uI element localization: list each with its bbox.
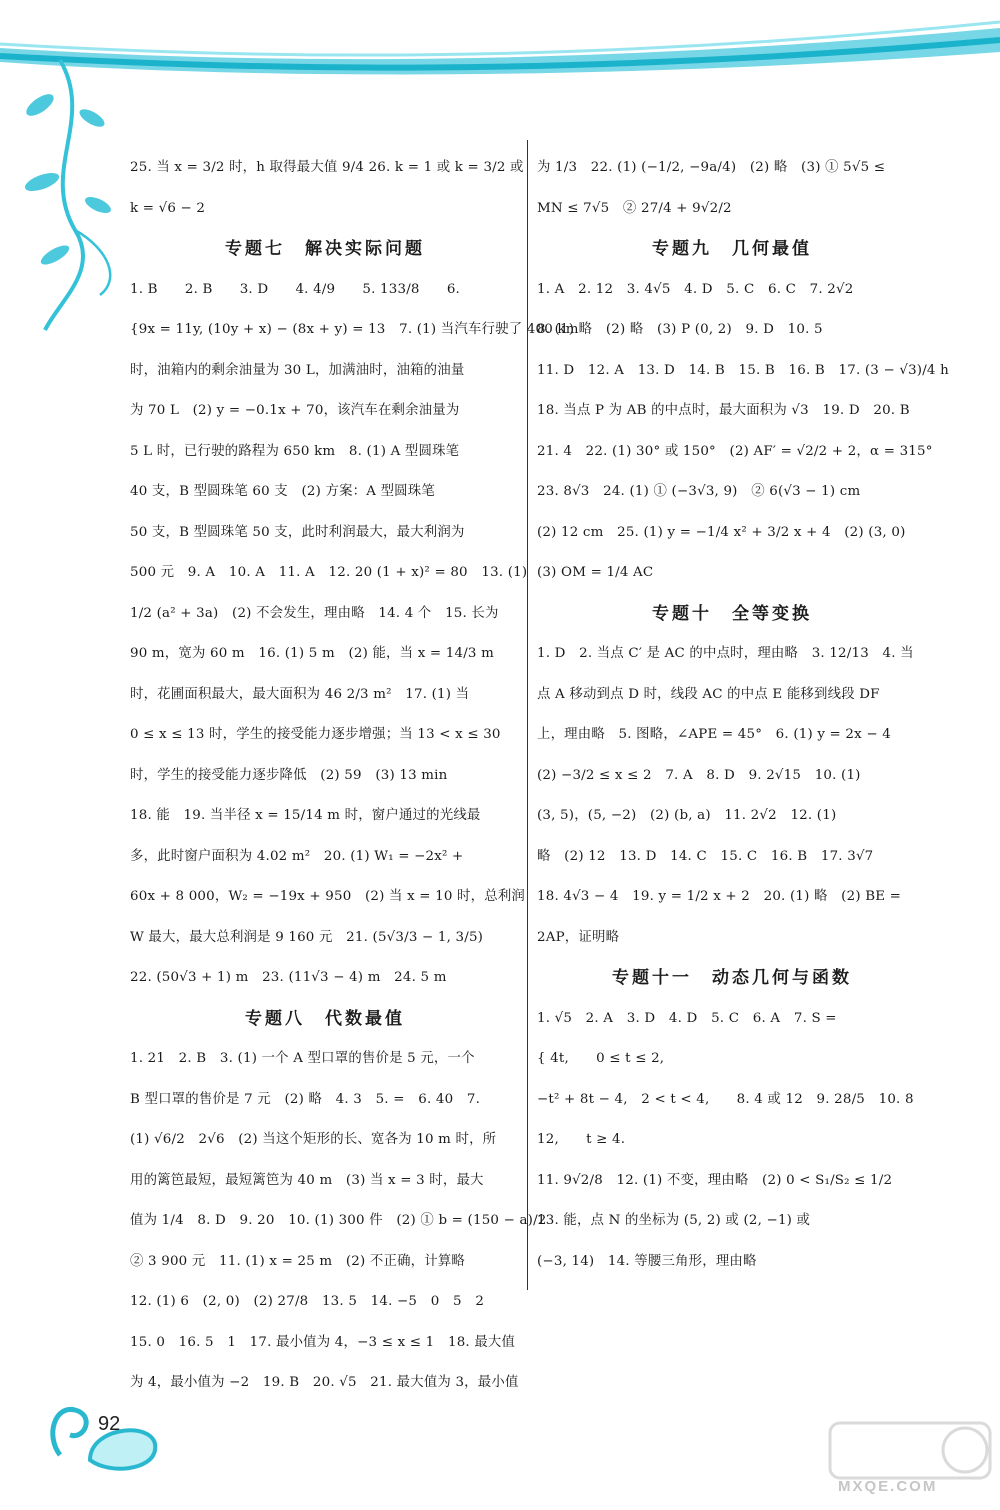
answer-line: 1. 21 2. B 3. (1) 一个 A 型口罩的售价是 5 元，一个 [130,1051,475,1066]
answer-line: 用的篱笆最短，最短篱笆为 40 m (3) 当 x = 3 时，最大 [130,1172,484,1188]
answer-line: 上，理由略 5. 图略，∠APE = 45° 6. (1) y = 2x − 4 [537,727,891,742]
answer-line: 1. D 2. 当点 C′ 是 AC 的中点时，理由略 3. 12/13 4. 当 [537,646,914,661]
answer-line: 值为 1/4 8. D 9. 20 10. (1) 300 件 (2) ① b = (150 − a)/2 [130,1213,547,1228]
answer-line: (−3, 14) 14. 等腰三角形，理由略 [537,1253,757,1269]
answer-line: 1. √5 2. A 3. D 4. D 5. C 6. A 7. S = [537,1010,837,1026]
answer-line: 1. A 2. 12 3. 4√5 4. D 5. C 6. C 7. 2√2 [537,281,854,297]
answer-line: 18. 当点 P 为 AB 的中点时，最大面积为 √3 19. D 20. B [537,403,910,418]
answer-line: 22. (50√3 + 1) m 23. (11√3 − 4) m 24. 5 m [130,970,447,985]
answer-line: 13. 能，点 N 的坐标为 (5, 2) 或 (2, −1) 或 [537,1213,811,1228]
answer-line: 90 m，宽为 60 m 16. (1) 5 m (2) 能，当 x = 14/3 m [130,646,495,661]
answer-line: 15. 0 16. 5 1 17. 最小值为 4，−3 ≤ x ≤ 1 18. 最大值 [130,1334,516,1350]
answer-line: 23. 8√3 24. (1) ① (−3√3, 9) ② 6(√3 − 1) cm [537,484,861,499]
answer-line: 时，花圃面积最大，最大面积为 46 2/3 m² 17. (1) 当 [130,686,470,702]
answer-line: 略 (2) 12 13. D 14. C 15. C 16. B 17. 3√7 [537,848,874,864]
answer-line: 8. (1) 略 (2) 略 (3) P (0, 2) 9. D 10. 5 [537,322,823,337]
answer-line: (3) OM = 1/4 AC [537,565,654,580]
section-heading: 专题十一 动态几何与函数 [612,968,852,988]
answer-line: −t² + 8t − 4, 2 < t < 4, 8. 4 或 12 9. 28/5 10. 8 [537,1091,914,1107]
answer-line: W 最大，最大总利润是 9 160 元 21. (5√3/3 − 1, 3/5) [130,929,484,945]
answer-line: (3, 5)，(5, −2) (2) (b, a) 11. 2√2 12. (1) [537,808,837,823]
answer-line: 50 支，B 型圆珠笔 50 支，此时利润最大，最大利润为 [130,524,465,540]
answer-line: 60x + 8 000，W₂ = −19x + 950 (2) 当 x = 10 时，总利润 [130,889,526,904]
answer-line: 21. 4 22. (1) 30° 或 150° (2) AF′ = √2/2 + 2，α = 315° [537,443,933,459]
answer-line: 18. 4√3 − 4 19. y = 1/2 x + 2 20. (1) 略 (2) BE = [537,889,902,904]
answer-line: 12. (1) 6 (2, 0) (2) 27/8 13. 5 14. −5 0 5 2 [130,1294,485,1309]
answer-line: 25. 当 x = 3/2 时，h 取得最大值 9/4 26. k = 1 或 k = 3/2 或 [130,160,524,175]
answer-line: (2) 12 cm 25. (1) y = −1/4 x² + 3/2 x + 4 (2) (3, 0) [537,524,906,540]
answer-line: 为 1/3 22. (1) (−1/2, −9a/4) (2) 略 (3) ① 5√5 ≤ [537,160,886,175]
answer-line: 11. D 12. A 13. D 14. B 15. B 16. B 17. (3 − √3)/4 h [537,362,949,378]
page-number: 92 [98,1413,121,1435]
right-answer-column [537,148,949,1282]
answer-line: 1/2 (a² + 3a) (2) 不会发生，理由略 14. 4 个 15. 长为 [130,605,499,621]
answer-line: 500 元 9. A 10. A 11. A 12. 20 (1 + x)² = 80 13. (1) [130,565,528,580]
section-heading: 专题八 代数最值 [245,1008,405,1029]
answer-line: {9x = 11y, (10y + x) − (8x + y) = 13 7. (1) 当汽车行驶了 400 km [130,322,579,337]
answer-line: (1) √6/2 2√6 (2) 当这个矩形的长、宽各为 10 m 时，所 [130,1132,497,1147]
answer-line: k = √6 − 2 [130,200,206,216]
section-heading: 专题七 解决实际问题 [225,239,425,259]
answer-line: 40 支，B 型圆珠笔 60 支 (2) 方案：A 型圆珠笔 [130,484,435,499]
answer-line: 为 70 L (2) y = −0.1x + 70，该汽车在剩余油量为 [130,403,460,418]
section-heading: 专题九 几何最值 [652,239,812,259]
answer-line: 2AP，证明略 [537,929,620,945]
answer-line: B 型口罩的售价是 7 元 (2) 略 4. 3 5. = 6. 40 7. [130,1091,481,1107]
answer-line: 11. 9√2/8 12. (1) 不变，理由略 (2) 0 < S₁/S₂ ≤ 1/2 [537,1172,893,1188]
answer-line: 0 ≤ x ≤ 13 时，学生的接受能力逐步增强；当 13 < x ≤ 30 [130,727,501,742]
watermark-url: MXQE.COM [838,1478,938,1495]
section-heading: 专题十 全等变换 [652,603,812,624]
answer-line: 为 4，最小值为 −2 19. B 20. √5 21. 最大值为 3，最小值 [130,1375,519,1390]
column-divider [527,140,528,1290]
answer-line: (2) −3/2 ≤ x ≤ 2 7. A 8. D 9. 2√15 10. (1) [537,767,861,783]
answer-line: 点 A 移动到点 D 时，线段 AC 的中点 E 能移到线段 DF [537,686,880,702]
answer-line: 18. 能 19. 当半径 x = 15/14 m 时，窗户通过的光线最 [130,808,481,823]
answer-line: 12, t ≥ 4. [537,1132,626,1147]
answer-line: MN ≤ 7√5 ② 27/4 + 9√2/2 [537,200,732,216]
answer-line: 时，油箱内的剩余油量为 30 L，加满油时，油箱的油量 [130,362,465,378]
answer-line: { 4t, 0 ≤ t ≤ 2, [537,1051,665,1066]
answer-line: 时，学生的接受能力逐步降低 (2) 59 (3) 13 min [130,767,448,783]
answer-line: 5 L 时，已行驶的路程为 650 km 8. (1) A 型圆珠笔 [130,443,460,459]
answer-line: 多，此时窗户面积为 4.02 m² 20. (1) W₁ = −2x² + [130,848,464,864]
answer-line: 1. B 2. B 3. D 4. 4/9 5. 133/8 6. [130,281,461,297]
answer-line: ② 3 900 元 11. (1) x = 25 m (2) 不正确，计算略 [130,1253,466,1269]
